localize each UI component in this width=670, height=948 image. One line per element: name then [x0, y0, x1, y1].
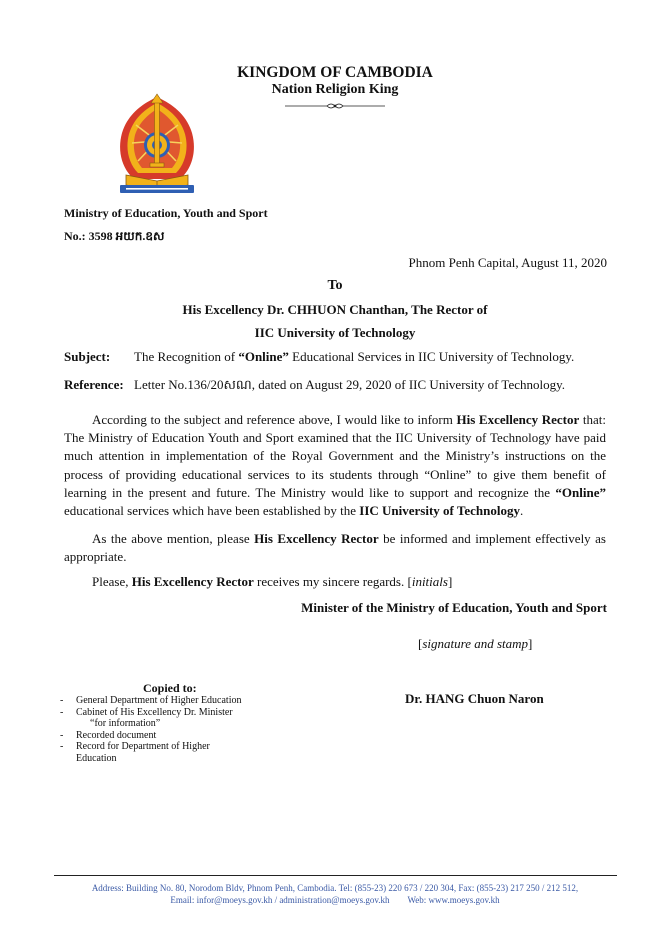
signatory-name: Dr. HANG Chuon Naron [405, 691, 544, 706]
list-item-text: Record for Department of Higher Education [76, 741, 210, 764]
p1-c: that: The Ministry of Education Youth and Sport examined that the IIC University of Technology have paid much attention in implementation of the Royal Government and the Ministry’s instructions on the process of providing educational services to its students through “Online” to give them benefit of learning in the present and future. The Ministry would like to support and recognize the [64, 412, 607, 500]
ministry-name: Ministry of Education, Youth and Sport [64, 206, 268, 220]
p3-a: Please, [92, 574, 132, 589]
subject-text [134, 349, 574, 365]
subject-text-bold: “Online” [238, 349, 289, 364]
list-item-text: Cabinet of His Excellency Dr. Minister [76, 706, 233, 718]
reference-text: Letter No.136/20សណ, dated on August 29, 2020 of IIC University of Technology. [134, 377, 565, 392]
list-bullet: - [60, 729, 64, 741]
footer-address: Address: Building No. 80, Norodom Bldv, Phnom Penh, Cambodia. Tel: (855-23) 220 673 / 220 304, Fax: (855-23) 217 250 / 212 512, [91, 883, 579, 893]
subject-text-pre: The Recognition of [134, 349, 239, 364]
footer-divider [54, 875, 617, 876]
stamp-text: signature and stamp [422, 636, 529, 651]
list-item [60, 707, 270, 719]
list-item-text: Recorded document [76, 729, 157, 741]
letter-number: No.: 3598 អយក.ឧស [64, 229, 165, 243]
p1-a: According to the subject and reference above, I would like to inform [92, 412, 457, 427]
subject-text-post: Educational Services in IIC University of Technology. [288, 349, 575, 364]
p1-f: IIC University of Technology [359, 503, 520, 519]
ministry-emblem [114, 93, 200, 198]
stamp-open: [ [418, 636, 423, 651]
place-date: Phnom Penh Capital, August 11, 2020 [408, 255, 607, 270]
list-item [60, 718, 270, 730]
p2-b: His Excellency Rector [254, 531, 379, 546]
stamp-close: ] [528, 636, 533, 651]
copied-to-list [60, 695, 270, 765]
p3-b: His Excellency Rector [131, 574, 254, 589]
p2-c: be informed and implement effectively as appropriate. [64, 531, 606, 565]
body-paragraph-1 [64, 411, 606, 520]
p3-d: initials [411, 574, 448, 589]
list-item [60, 695, 270, 707]
list-item-text: “for information” [90, 718, 161, 730]
p1-b: His Excellency Rector [456, 412, 580, 427]
recipient-line-1: His Excellency Dr. CHHUON Chanthan, The Rector of [182, 302, 488, 317]
p3-c: receives my sincere regards. [ [253, 574, 412, 589]
kingdom-title: KINGDOM OF CAMBODIA [237, 64, 433, 81]
national-motto: Nation Religion King [271, 82, 399, 97]
recipient-line-2: IIC University of Technology [254, 325, 416, 340]
p1-g: . [520, 503, 524, 519]
p1-d: “Online” [555, 484, 606, 500]
motto-ornament [285, 101, 385, 111]
footer-contacts [0, 895, 670, 905]
p3-e: ] [447, 574, 453, 589]
signatory-title: Minister of the Ministry of Education, Youth and Sport [301, 600, 607, 615]
footer-email: Email: infor@moeys.gov.kh / administration@moeys.gov.kh [170, 895, 390, 905]
list-bullet: - [60, 741, 64, 753]
list-item [60, 741, 250, 764]
body-paragraph-2 [64, 530, 606, 566]
copied-to-heading: Copied to: [143, 681, 197, 695]
p1-e: educational services which have been established by the [64, 503, 360, 519]
list-bullet: - [60, 695, 64, 706]
signature-stamp-note [418, 636, 532, 652]
footer-web: Web: www.moeys.gov.kh [407, 895, 500, 905]
p2-a: As the above mention, please [92, 531, 255, 546]
list-bullet: - [60, 706, 64, 718]
reference-label: Reference: [64, 377, 124, 392]
body-paragraph-3 [64, 573, 606, 591]
list-item [60, 730, 270, 742]
list-bullet [74, 718, 90, 730]
subject-label: Subject: [64, 349, 111, 364]
list-item-text: General Department of Higher Education [76, 695, 242, 706]
to-heading: To [327, 278, 343, 293]
